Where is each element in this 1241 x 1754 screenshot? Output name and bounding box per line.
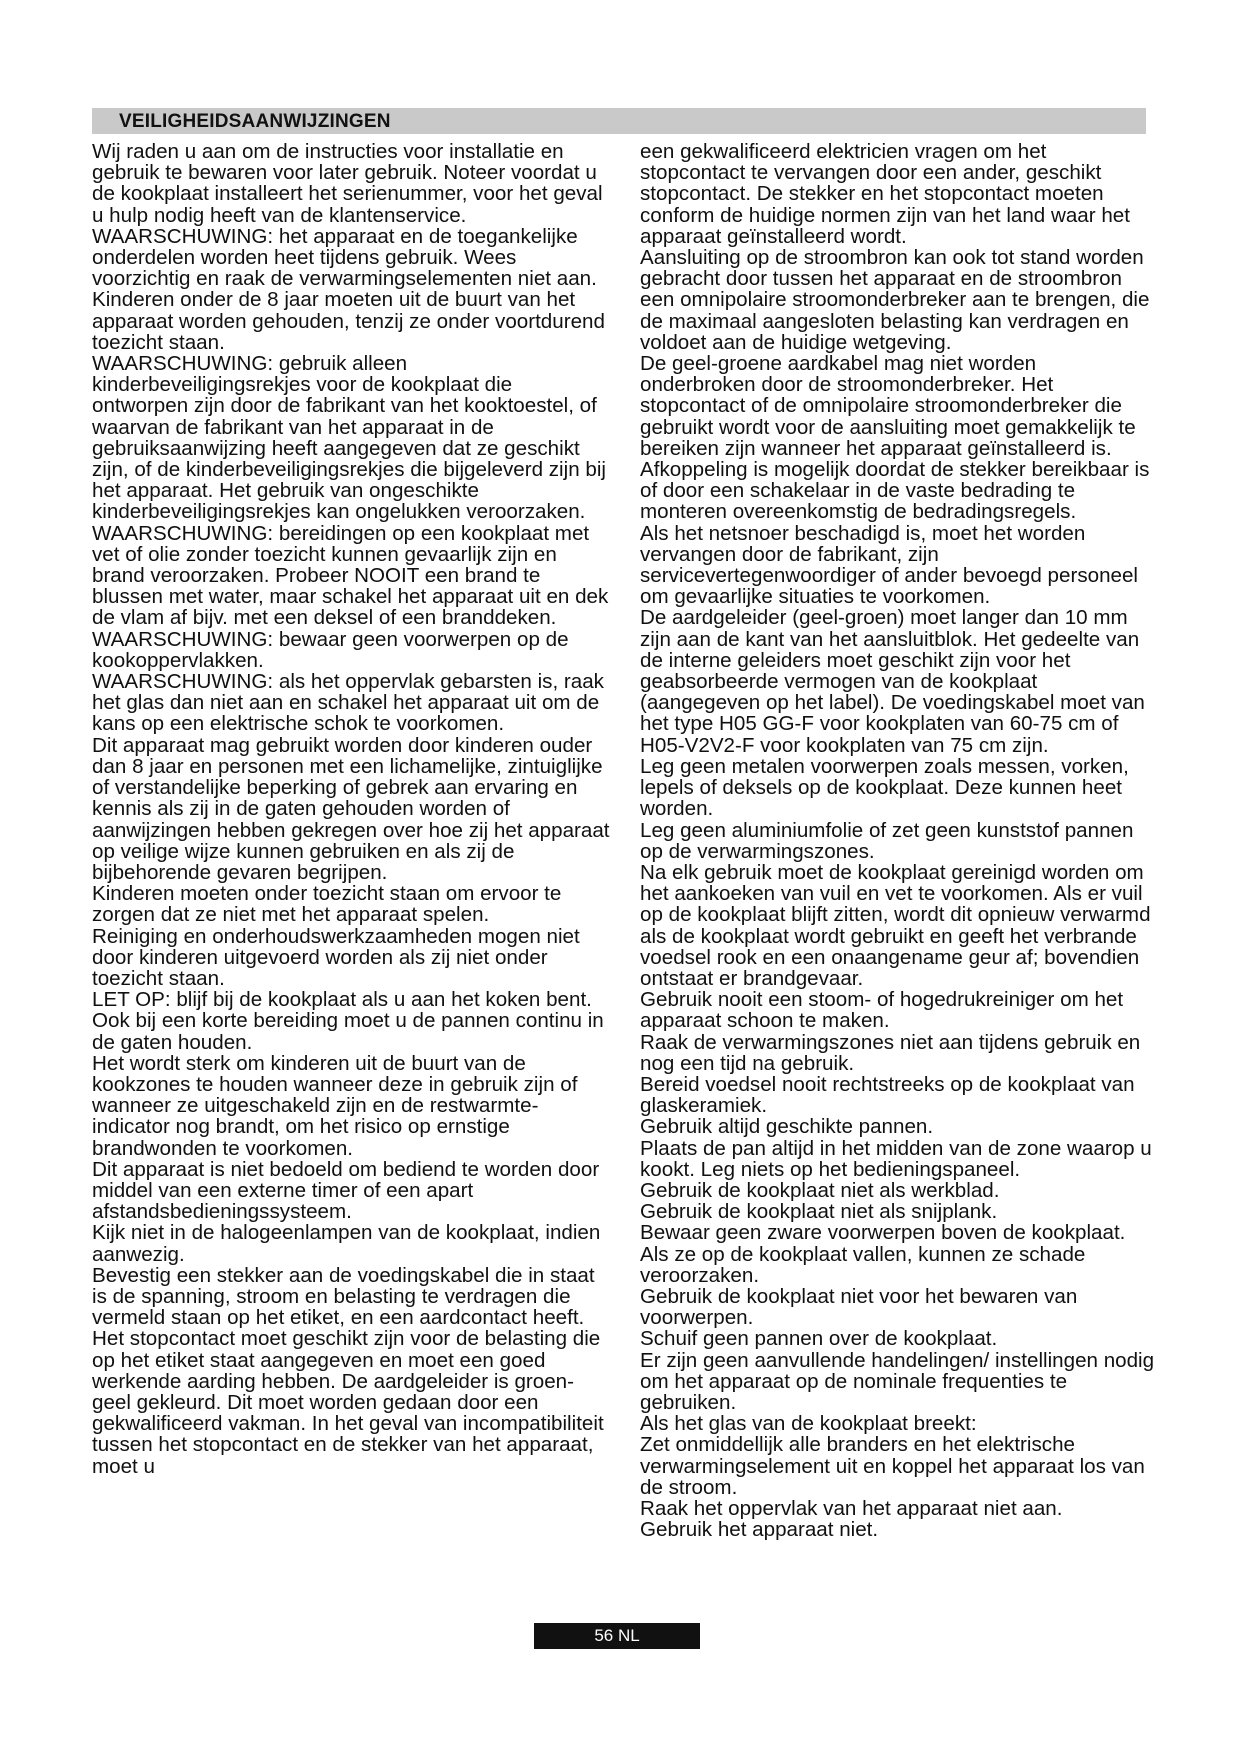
paragraph: Reiniging en onderhoudswerkzaamheden mogen niet door kinderen uitgevoerd worden als zij niet onder toezicht staan. xyxy=(92,924,580,990)
paragraph: Wij raden u aan om de instructies voor installatie en gebruik te bewaren voor later gebruik. Noteer voordat u de kookplaat installeert het serienummer, voor het geval u hulp nodig heeft van de klantenservice. xyxy=(92,140,603,227)
paragraph: Dit apparaat is niet bedoeld om bediend te worden door middel van een externe timer of een apart afstandsbedieningssysteem. xyxy=(92,1157,600,1224)
paragraph: Het wordt sterk om kinderen uit de buurt van de kookzones te houden wanneer deze in gebruik zijn of wanneer ze uitgeschakeld zijn en de restwarmte-indicator nog brandt, om het risico op ernstige brandwonden te voorkomen. xyxy=(92,1051,578,1160)
paragraph: Gebruik het apparaat niet. xyxy=(640,1518,879,1542)
paragraph: WAARSCHUWING: gebruik alleen kinderbeveiligingsrekjes voor de kookplaat die ontworpen zijn door de fabrikant van het kooktoestel, of waarvan de fabrikant van het apparaat in de gebruiksaanwijzing heeft aangegeven dat ze geschikt zijn, of de kinderbeveiligingsrekjes die bijgeleverd zijn bij het apparaat. Het gebruik van ongeschikte kinderbeveiligingsrekjes kan ongelukken veroorzaken. xyxy=(92,352,606,524)
paragraph: Na elk gebruik moet de kookplaat gereinigd worden om het aankoeken van vuil en vet te voorkomen. Als er vuil op de kookplaat blijft zitten, wordt dit opnieuw verwarmd als de kookplaat wordt gebruikt en geeft het verbrande voedsel rook en een onaangename geur af; bovendien ontstaat er brandgevaar. xyxy=(640,860,1151,990)
paragraph: Zet onmiddellijk alle branders en het elektrische verwarmingselement uit en koppel het apparaat los van de stroom. xyxy=(640,1433,1145,1499)
paragraph: Bewaar geen zware voorwerpen boven de kookplaat. Als ze op de kookplaat vallen, kunnen ze schade veroorzaken. xyxy=(640,1221,1126,1287)
paragraph: Bevestig een stekker aan de voedingskabel die in staat is de spanning, stroom en belasting te verdragen die vermeld staan op het etiket, en een aardcontact heeft. Het stopcontact moet geschikt zijn voor de belasting die op het etiket staat aangegeven en moet een goed werkende aarding hebben. De aardgeleider is groen-geel gekleurd. Dit moet worden gedaan door een gekwalificeerd vakman. In het geval van incompatibiliteit tussen het stopcontact en de stekker van het apparaat, moet u xyxy=(92,1263,604,1478)
paragraph: Gebruik de kookplaat niet voor het bewaren van voorwerpen. xyxy=(640,1284,1078,1330)
paragraph: Schuif geen pannen over de kookplaat. xyxy=(640,1327,998,1351)
paragraph: Afkoppeling is mogelijk doordat de stekker bereikbaar is of door een schakelaar in de vaste bedrading te monteren overeenkomstig de bedradingsregels. xyxy=(640,458,1150,524)
paragraph: Aansluiting op de stroombron kan ook tot stand worden gebracht door tussen het apparaat en de stroombron een omnipolaire stroomonderbreker aan te brengen, die de maximaal aangesloten belasting kan verdragen en voldoet aan de huidige wetgeving. xyxy=(640,246,1150,354)
paragraph: Dit apparaat mag gebruikt worden door kinderen ouder dan 8 jaar en personen met een lichamelijke, zintuiglijke of verstandelijke beperking of gebrek aan ervaring en kennis als zij in de gaten gehouden worden of aanwijzingen hebben gekregen over hoe zij het apparaat op veilige wijze kunnen gebruiken en als zij de bijbehorende gevaren begrijpen. xyxy=(92,733,610,884)
paragraph: LET OP: blijf bij de kookplaat als u aan het koken bent. Ook bij een korte bereiding moet u de pannen continu in de gaten houden. xyxy=(92,988,604,1054)
section-title: VEILIGHEIDSAANWIJZINGEN xyxy=(119,111,391,132)
right-column xyxy=(640,141,1156,1540)
paragraph: Plaats de pan altijd in het midden van de zone waarop u kookt. Leg niets op het bedieningspaneel. xyxy=(640,1136,1152,1181)
paragraph: WAARSCHUWING: als het oppervlak gebarsten is, raak het glas dan niet aan en schakel het apparaat uit om de kans op een elektrische schok te voorkomen. xyxy=(92,670,604,736)
paragraph: Gebruik altijd geschikte pannen. xyxy=(640,1115,934,1139)
paragraph: Bereid voedsel nooit rechtstreeks op de kookplaat van glaskeramiek. xyxy=(640,1072,1135,1118)
paragraph: Er zijn geen aanvullende handelingen/ instellingen nodig om het apparaat op de nominale frequenties te gebruiken. xyxy=(640,1348,1155,1414)
paragraph: De geel-groene aardkabel mag niet worden onderbroken door de stroomonderbreker. Het stopcontact of de omnipolaire stroomonderbreker die gebruikt wordt voor de aansluiting moet gemakkelijk te bereiken zijn wanneer het apparaat geïnstalleerd is. xyxy=(640,352,1136,460)
paragraph: Als het netsnoer beschadigd is, moet het worden vervangen door de fabrikant, zijn servicevertegenwoordiger of ander bevoegd personeel om gevaarlijke situaties te voorkomen. xyxy=(640,521,1139,609)
paragraph: Raak de verwarmingszones niet aan tijdens gebruik en nog een tijd na gebruik. xyxy=(640,1030,1141,1075)
paragraph: Kijk niet in de halogeenlampen van de kookplaat, indien aanwezig. xyxy=(92,1221,601,1266)
paragraph: Gebruik de kookplaat niet als werkblad. xyxy=(640,1178,1000,1202)
paragraph: Als het glas van de kookplaat breekt: xyxy=(640,1412,977,1436)
paragraph: WAARSCHUWING: het apparaat en de toegankelijke onderdelen worden heet tijdens gebruik. Wees voorzichtig en raak de verwarmingselementen niet aan. Kinderen onder de 8 jaar moeten uit de buurt van het apparaat worden gehouden, tenzij ze onder voortdurend toezicht staan. xyxy=(92,224,605,354)
section-header-bar xyxy=(92,108,1146,134)
page-number: 56 NL xyxy=(534,1623,700,1649)
paragraph: Gebruik nooit een stoom- of hogedrukreiniger om het apparaat schoon te maken. xyxy=(640,988,1124,1033)
paragraph: WAARSCHUWING: bereidingen op een kookplaat met vet of olie zonder toezicht kunnen gevaarlijk zijn en brand veroorzaken. Probeer NOOIT een brand te blussen met water, maar schakel het apparaat uit en dek de vlam af bijv. met een deksel of een branddeken. xyxy=(92,521,609,630)
paragraph: De aardgeleider (geel-groen) moet langer dan 10 mm zijn aan de kant van het aansluitblok. Het gedeelte van de interne geleiders moet geschikt zijn voor het geabsorbeerde vermogen van de kookplaat (aangegeven op het label). De voedingskabel moet van het type H05 GG-F voor kookplaten van 60-75 cm of H05-V2V2-F voor kookplaten van 75 cm zijn. xyxy=(640,606,1145,757)
left-column xyxy=(92,141,612,1477)
paragraph: Raak het oppervlak van het apparaat niet aan. xyxy=(640,1497,1063,1520)
paragraph: een gekwalificeerd elektricien vragen om het stopcontact te vervangen door een ander, geschikt stopcontact. De stekker en het stopcontact moeten conform de huidige normen zijn van het land waar het apparaat geïnstalleerd wordt. xyxy=(640,140,1130,248)
paragraph: WAARSCHUWING: bewaar geen voorwerpen op de kookoppervlakken. xyxy=(92,627,569,672)
paragraph: Gebruik de kookplaat niet als snijplank. xyxy=(640,1200,998,1224)
paragraph: Kinderen moeten onder toezicht staan om ervoor te zorgen dat ze niet met het apparaat spelen. xyxy=(92,882,562,927)
paragraph: Leg geen aluminiumfolie of zet geen kunststof pannen op de verwarmingszones. xyxy=(640,818,1134,863)
paragraph: Leg geen metalen voorwerpen zoals messen, vorken, lepels of deksels op de kookplaat. Deze kunnen heet worden. xyxy=(640,754,1129,821)
